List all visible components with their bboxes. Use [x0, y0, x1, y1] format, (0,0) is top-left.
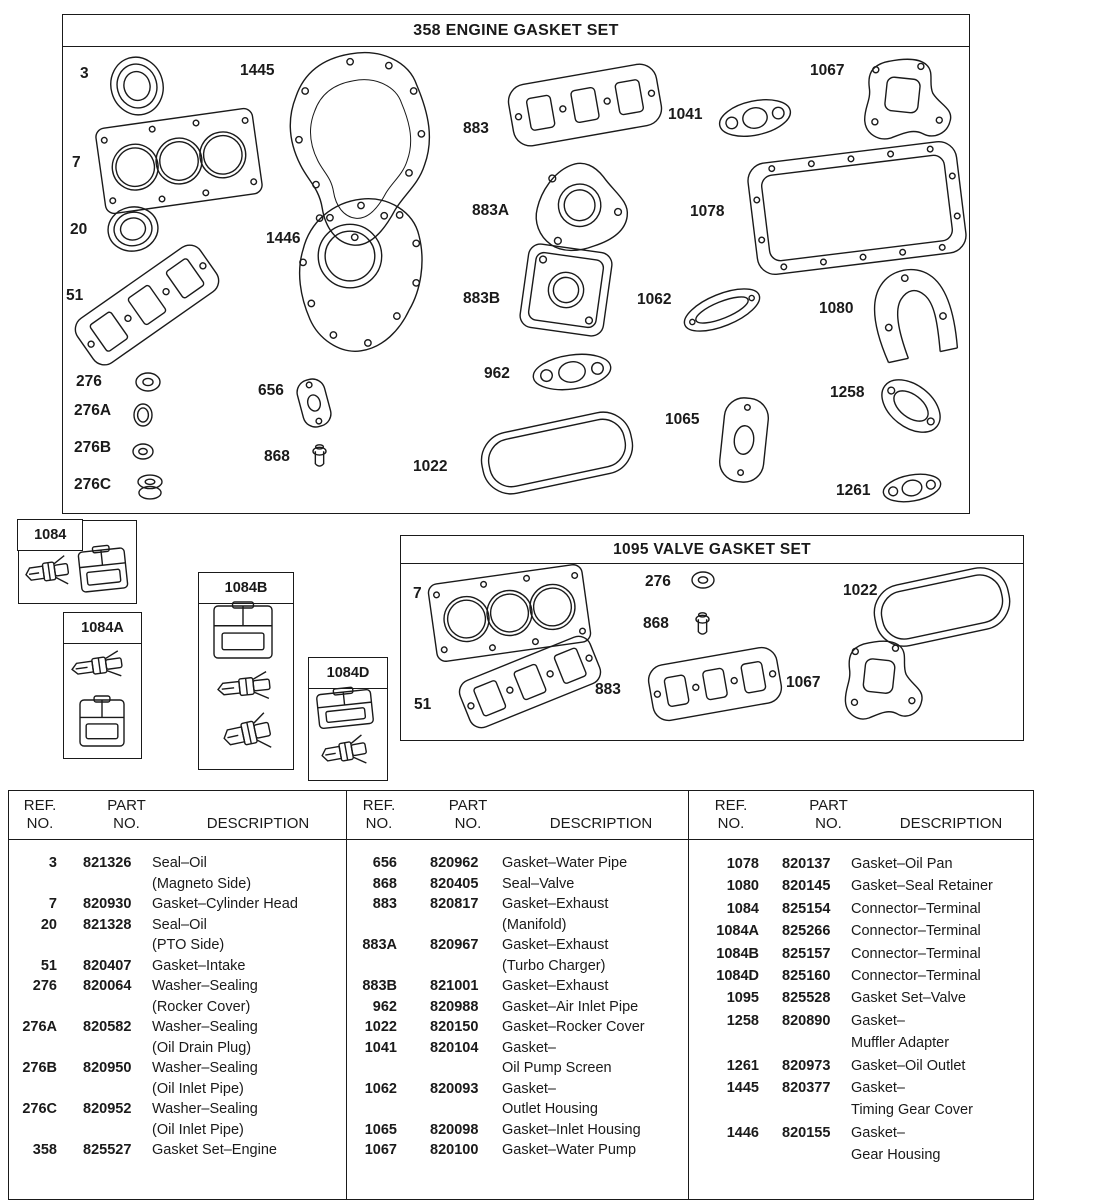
description: Gasket Set–Valve	[851, 990, 966, 1007]
ref-no: 1065	[364, 1121, 397, 1138]
description: Gasket–Exhaust	[502, 937, 609, 953]
header-ref-no	[689, 797, 773, 833]
table-row	[9, 1099, 346, 1120]
description: Gasket–	[502, 1039, 556, 1056]
description: Gasket–	[502, 1080, 556, 1097]
ref-no-empty	[689, 1032, 759, 1054]
engine-part-label-1445: 1445	[240, 62, 275, 79]
ref-no: 962	[372, 998, 397, 1015]
part-no: 820930	[83, 896, 132, 912]
description: (Manifold)	[502, 916, 567, 933]
description: Oil Pump Screen	[502, 1060, 612, 1076]
table-rows	[347, 845, 689, 1161]
header-ref-no	[9, 797, 71, 833]
engine-part-label-1041: 1041	[668, 106, 703, 123]
table-header-text: PART	[448, 797, 488, 814]
description: Gasket–Rocker Cover	[502, 1019, 645, 1035]
ref-no: 1080	[726, 878, 759, 895]
description: Gasket–	[851, 1124, 905, 1141]
ref-no: 883A	[362, 937, 397, 953]
table-row-continuation	[689, 1144, 1030, 1166]
table-header-row	[689, 791, 1030, 845]
description: Gasket–Intake	[152, 957, 246, 974]
engine-part-label-1258: 1258	[830, 384, 865, 401]
engine-part-label-276: 276	[76, 373, 102, 390]
part-no-empty	[430, 956, 494, 977]
description: (PTO Side)	[152, 937, 225, 953]
description: Washer–Sealing	[152, 1019, 258, 1035]
part-no: 820962	[430, 855, 479, 871]
header-description: DESCRIPTION	[899, 815, 1003, 832]
valve-part-label-276: 276	[645, 573, 671, 590]
table-row	[689, 875, 1030, 897]
table-row	[9, 956, 346, 977]
engine-part-label-3: 3	[80, 65, 89, 82]
table-header-text: REF.	[714, 797, 748, 814]
engine-part-label-883: 883	[463, 120, 489, 137]
description: Gasket–Seal Retainer	[851, 878, 993, 895]
table-row-continuation	[347, 1058, 689, 1079]
table-header-row	[347, 791, 689, 845]
table-row	[9, 1017, 346, 1038]
part-no: 825266	[782, 923, 831, 940]
engine-part-label-1078: 1078	[690, 203, 725, 220]
valve-part-label-7: 7	[413, 585, 422, 602]
connector-box-1084D	[308, 657, 388, 781]
header-description: DESCRIPTION	[206, 815, 310, 832]
table-row	[9, 853, 346, 874]
connector-box-1084B	[198, 572, 294, 770]
engine-part-label-1022: 1022	[413, 458, 448, 475]
description: Gasket–Oil Outlet	[851, 1057, 966, 1074]
table-row	[9, 976, 346, 997]
ref-no: 656	[372, 855, 397, 871]
table-row	[347, 1140, 689, 1161]
table-row	[689, 1055, 1030, 1077]
engine-part-label-1080: 1080	[819, 300, 854, 317]
description: Gasket–Cylinder Head	[152, 896, 298, 912]
part-no: 821326	[83, 855, 132, 871]
table-row	[347, 935, 689, 956]
part-no-empty	[430, 1058, 494, 1079]
ref-no: 1084	[726, 900, 759, 917]
ref-no-empty	[347, 1099, 397, 1120]
part-no: 820405	[430, 875, 479, 892]
table-row	[689, 853, 1030, 875]
description: Washer–Sealing	[152, 1101, 258, 1117]
description: Timing Gear Cover	[851, 1102, 973, 1119]
description: Gasket Set–Engine	[152, 1142, 277, 1158]
ref-no-empty	[9, 1120, 57, 1141]
part-no: 820098	[430, 1121, 479, 1138]
part-no: 820100	[430, 1142, 479, 1158]
ref-no-empty	[9, 935, 57, 956]
table-row-continuation	[689, 1032, 1030, 1054]
connector-box-1084A-label: 1084A	[64, 613, 141, 644]
engine-part-label-276B: 276B	[74, 439, 112, 456]
connector-box-1084	[18, 520, 137, 604]
part-no: 825527	[83, 1142, 132, 1158]
engine-part-label-276A: 276A	[74, 402, 112, 419]
table-row-continuation	[347, 915, 689, 936]
table-row	[347, 874, 689, 895]
table-row-continuation	[9, 1038, 346, 1059]
part-no: 825157	[782, 945, 831, 962]
description: Gasket–Water Pipe	[502, 855, 628, 871]
ref-no: 1095	[726, 990, 759, 1007]
table-header-text: PART	[809, 797, 848, 814]
ref-no: 1445	[726, 1079, 759, 1096]
engine-gasket-set-title: 358 ENGINE GASKET SET	[63, 15, 969, 47]
engine-part-label-868: 868	[264, 448, 290, 465]
ref-no: 1022	[364, 1019, 397, 1035]
part-no: 820950	[83, 1060, 132, 1076]
header-part-no	[83, 797, 170, 833]
description: Gasket–Air Inlet Pipe	[502, 998, 639, 1015]
table-header-text: NO.	[113, 815, 140, 832]
ref-no-empty	[9, 874, 57, 895]
part-no: 820104	[430, 1039, 479, 1056]
table-header-text: NO.	[717, 815, 745, 832]
table-row-continuation	[689, 1099, 1030, 1121]
ref-no: 1067	[364, 1142, 397, 1158]
valve-part-label-1067: 1067	[786, 674, 821, 691]
ref-no: 1041	[364, 1039, 397, 1056]
ref-no: 1078	[726, 856, 759, 872]
valve-gasket-set-title: 1095 VALVE GASKET SET	[401, 536, 1023, 564]
ref-no: 1446	[726, 1124, 759, 1141]
ref-no-empty	[347, 956, 397, 977]
part-no: 820377	[782, 1079, 831, 1096]
engine-gasket-set-section	[62, 14, 970, 514]
part-no: 820967	[430, 937, 479, 953]
ref-no: 276	[32, 978, 57, 994]
part-no-empty	[83, 874, 144, 895]
description: Muffler Adapter	[851, 1035, 950, 1052]
connector-box-1084D-label: 1084D	[309, 658, 387, 689]
part-no: 820064	[83, 978, 132, 994]
part-no-empty	[782, 1032, 843, 1054]
table-row	[347, 1120, 689, 1141]
connector-box-1084B-label: 1084B	[199, 573, 293, 604]
table-row-continuation	[9, 1079, 346, 1100]
part-no: 820582	[83, 1019, 132, 1035]
part-no: 820145	[782, 878, 831, 895]
valve-part-label-51: 51	[414, 696, 432, 713]
valve-part-label-883: 883	[595, 681, 621, 698]
table-row	[347, 1079, 689, 1100]
table-row-continuation	[347, 956, 689, 977]
ref-no: 1084B	[716, 945, 759, 962]
valve-gasket-set-section	[400, 535, 1024, 741]
table-row	[689, 898, 1030, 920]
description: Connector–Terminal	[851, 967, 981, 984]
ref-no: 1084D	[716, 967, 759, 984]
part-no: 820155	[782, 1124, 831, 1141]
part-no: 820407	[83, 957, 132, 974]
table-row	[347, 1017, 689, 1038]
table-row-continuation	[9, 935, 346, 956]
description: (Turbo Charger)	[502, 957, 606, 974]
description: Connector–Terminal	[851, 900, 981, 917]
engine-part-label-1446: 1446	[266, 230, 301, 247]
table-header-text: PART	[107, 797, 146, 814]
part-no: 821328	[83, 916, 132, 933]
valve-part-label-868: 868	[643, 615, 669, 632]
description: (Rocker Cover)	[152, 998, 251, 1015]
ref-no: 868	[372, 875, 397, 892]
table-row	[347, 853, 689, 874]
table-row-continuation	[9, 1120, 346, 1141]
description: Gasket–Oil Pan	[851, 856, 953, 872]
engine-part-label-1065: 1065	[665, 411, 700, 428]
description: Gasket–Water Pump	[502, 1142, 637, 1158]
description: Seal–Oil	[152, 916, 207, 933]
table-header-text: REF.	[362, 797, 396, 814]
part-no: 821001	[430, 978, 479, 994]
description: Gasket–Exhaust	[502, 896, 609, 912]
header-part-no	[423, 797, 513, 833]
part-no: 820952	[83, 1101, 132, 1117]
table-row	[689, 987, 1030, 1009]
part-no-empty	[430, 915, 494, 936]
table-row	[689, 943, 1030, 965]
engine-part-label-1067: 1067	[810, 62, 845, 79]
description: Gasket–Inlet Housing	[502, 1121, 641, 1138]
part-no-empty	[782, 1144, 843, 1166]
part-no: 820150	[430, 1019, 479, 1035]
description: Seal–Valve	[502, 875, 575, 892]
table-row	[9, 915, 346, 936]
table-header-text: NO.	[454, 815, 482, 832]
table-row	[347, 1038, 689, 1059]
parts-table-column-1	[9, 791, 346, 1199]
engine-part-label-883B: 883B	[463, 290, 501, 307]
table-row	[9, 1140, 346, 1161]
header-ref-no	[347, 797, 411, 833]
table-row	[689, 920, 1030, 942]
part-no-empty	[430, 1099, 494, 1120]
description: Connector–Terminal	[851, 945, 981, 962]
description: Outlet Housing	[502, 1101, 598, 1117]
part-no-empty	[83, 1079, 144, 1100]
ref-no-empty	[689, 1099, 759, 1121]
header-description: DESCRIPTION	[549, 815, 653, 832]
ref-no-empty	[347, 1058, 397, 1079]
description: Washer–Sealing	[152, 978, 258, 994]
parts-table-column-3	[688, 791, 1030, 1199]
description: Seal–Oil	[152, 855, 207, 871]
table-row-continuation	[9, 997, 346, 1018]
part-no: 820137	[782, 856, 831, 872]
table-row-continuation	[9, 874, 346, 895]
description: Gasket–Exhaust	[502, 978, 609, 994]
description: (Magneto Side)	[152, 875, 252, 892]
part-no-empty	[782, 1099, 843, 1121]
description: (Oil Inlet Pipe)	[152, 1121, 244, 1138]
part-no-empty	[83, 1120, 144, 1141]
description: Connector–Terminal	[851, 923, 981, 940]
part-no: 820817	[430, 896, 479, 912]
ref-no: 51	[40, 957, 57, 974]
table-row	[689, 1010, 1030, 1032]
ref-no: 3	[48, 855, 57, 871]
table-header-row	[9, 791, 346, 845]
table-header-text: NO.	[815, 815, 842, 832]
part-no: 820890	[782, 1012, 831, 1029]
header-part-no	[785, 797, 872, 833]
ref-no: 276B	[22, 1060, 57, 1076]
engine-part-label-7: 7	[72, 154, 81, 171]
ref-no: 358	[32, 1142, 57, 1158]
ref-no-empty	[9, 1038, 57, 1059]
ref-no: 1258	[726, 1012, 759, 1029]
ref-no: 7	[48, 896, 57, 912]
table-row	[689, 1077, 1030, 1099]
table-header-text: REF.	[23, 797, 57, 814]
engine-part-label-1261: 1261	[836, 482, 871, 499]
table-row	[347, 997, 689, 1018]
ref-no-empty	[347, 915, 397, 936]
ref-no: 1062	[364, 1080, 397, 1097]
table-row	[689, 1122, 1030, 1144]
table-row	[9, 894, 346, 915]
valve-part-label-1022: 1022	[843, 582, 878, 599]
ref-no: 1261	[726, 1057, 759, 1074]
ref-no-empty	[9, 997, 57, 1018]
table-row	[347, 976, 689, 997]
table-header-text: NO.	[365, 815, 393, 832]
description: Gasket–	[851, 1012, 905, 1029]
connector-box-1084-label: 1084	[17, 519, 83, 551]
table-rows	[9, 845, 346, 1161]
description: (Oil Inlet Pipe)	[152, 1080, 244, 1097]
engine-part-label-1062: 1062	[637, 291, 672, 308]
table-row	[9, 1058, 346, 1079]
ref-no-empty	[689, 1144, 759, 1166]
ref-no-empty	[9, 1079, 57, 1100]
parts-table-column-2	[346, 791, 689, 1199]
engine-part-label-20: 20	[70, 221, 88, 238]
part-no: 820093	[430, 1080, 479, 1097]
engine-part-label-51: 51	[66, 287, 84, 304]
engine-part-label-883A: 883A	[472, 202, 510, 219]
table-rows	[689, 845, 1030, 1166]
engine-part-label-656: 656	[258, 382, 284, 399]
part-no: 820973	[782, 1057, 831, 1074]
parts-table	[8, 790, 1034, 1200]
ref-no: 20	[40, 916, 57, 933]
ref-no: 276A	[22, 1019, 57, 1035]
ref-no: 883B	[362, 978, 397, 994]
part-no: 825154	[782, 900, 831, 917]
part-no: 825160	[782, 967, 831, 984]
part-no-empty	[83, 935, 144, 956]
description: Gear Housing	[851, 1147, 941, 1164]
engine-part-label-962: 962	[484, 365, 510, 382]
part-no-empty	[83, 997, 144, 1018]
ref-no: 276C	[22, 1101, 57, 1117]
table-row	[689, 965, 1030, 987]
table-row-continuation	[347, 1099, 689, 1120]
ref-no: 1084A	[716, 923, 759, 940]
description: Gasket–	[851, 1079, 905, 1096]
connector-box-1084A	[63, 612, 142, 759]
part-no: 820988	[430, 998, 479, 1015]
description: (Oil Drain Plug)	[152, 1039, 252, 1056]
part-no: 825528	[782, 990, 831, 1007]
description: Washer–Sealing	[152, 1060, 258, 1076]
part-no-empty	[83, 1038, 144, 1059]
table-row	[347, 894, 689, 915]
table-header-text: NO.	[26, 815, 54, 832]
engine-part-label-276C: 276C	[74, 476, 112, 493]
ref-no: 883	[372, 896, 397, 912]
